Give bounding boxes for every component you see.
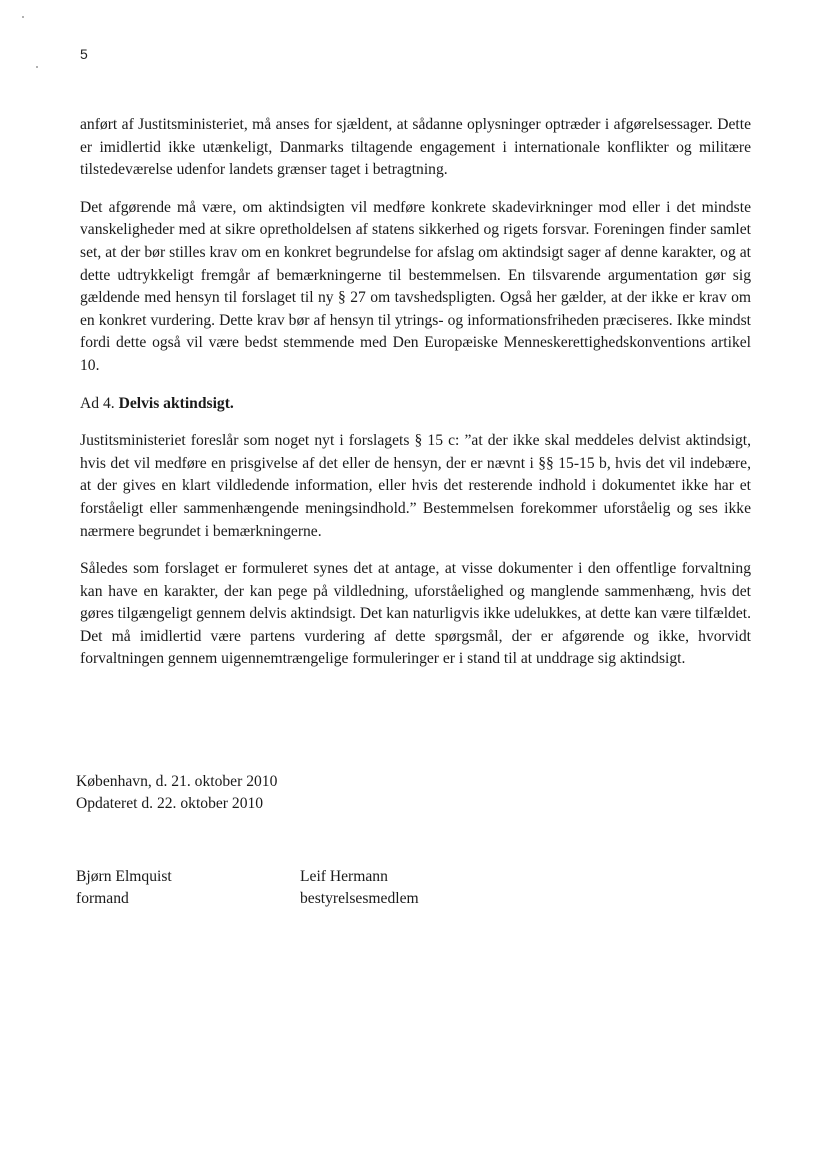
signatory-left-name: Bjørn Elmquist <box>76 868 172 885</box>
signatory-right-name: Leif Hermann <box>300 868 388 885</box>
place-date: København, d. 21. oktober 2010 <box>76 773 278 790</box>
paragraph-4: Således som forslaget er formuleret synes det at antage, at visse dokumenter i den offentlige forvaltning kan have en karakter, der kan pege på vildledning, uforståelighed og manglende sammenhæng, hvis det gøres tilgængeligt gennem delvis aktindsigt. Det kan naturligvis ikke udelukkes, at dette kan være tilfældet. Det må imidlertid være partens vurdering af dette spørgsmål, der er afgørende og ikke, hvorvidt forvaltningen gennem uigennemtrængelige formuleringer er i stand til at unddrage sig aktindsigt. <box>80 560 751 668</box>
section-heading-title: Delvis aktindsigt. <box>118 394 234 412</box>
scan-speck <box>36 66 38 68</box>
section-heading <box>80 393 751 416</box>
signoff-block <box>76 771 277 815</box>
signatory-left <box>76 866 172 910</box>
document-body <box>80 114 751 686</box>
signatory-right <box>300 866 419 910</box>
updated-date: Opdateret d. 22. oktober 2010 <box>76 795 264 812</box>
paragraph-3: Justitsministeriet foreslår som noget nyt i forslagets § 15 c: ”at der ikke skal meddeles delvist aktindsigt, hvis det vil medføre en prisgivelse af det eller de hensyn, der er nævnt i §§ 15-15 b, hvis det vil indebære, at der gives en klart vildledende information, eller hvis det resterende indhold i dokumentet ikke har et forståeligt eller sammenhængende meningsindhold.” Bestemmelsen forekommer uforståelig og ses ikke nærmere begrundet i bemærkningerne. <box>80 432 751 540</box>
paragraph-2: Det afgørende må være, om aktindsigten vil medføre konkrete skadevirkninger mod eller i det mindste vanskeligheder med at sikre opretholdelsen af statens sikkerhed og rigets forsvar. Foreningen finder samlet set, at der bør stilles krav om en konkret begrundelse for afslag om aktindsigt sager af denne karakter, og at dette udtrykkeligt fremgår af bemærkningerne til bestemmelsen. En tilsvarende argumentation gør sig gældende med hensyn til forslaget til ny § 27 om tavshedspligten. Også her gælder, at der ikke er krav om en konkret vurdering. Dette krav bør af hensyn til ytrings- og informationsfriheden præciseres. Ikke mindst fordi dette også vil være bedst stemmende med Den Europæiske Menneskerettighedskonventions artikel 10. <box>80 198 751 374</box>
signatory-right-role: bestyrelsesmedlem <box>300 890 419 907</box>
paragraph-1: anført af Justitsministeriet, må anses for sjældent, at sådanne oplysninger optræder i afgørelsessager. Dette er imidlertid ikke utænkeligt, Danmarks tiltagende engagement i internationale konflikter og militære tilstedeværelse udenfor landets grænser taget i betragtning. <box>80 116 751 179</box>
page-number: 5 <box>80 46 88 62</box>
scan-speck <box>22 16 24 18</box>
section-heading-prefix: Ad 4. <box>80 394 119 412</box>
signatory-left-role: formand <box>76 890 129 907</box>
